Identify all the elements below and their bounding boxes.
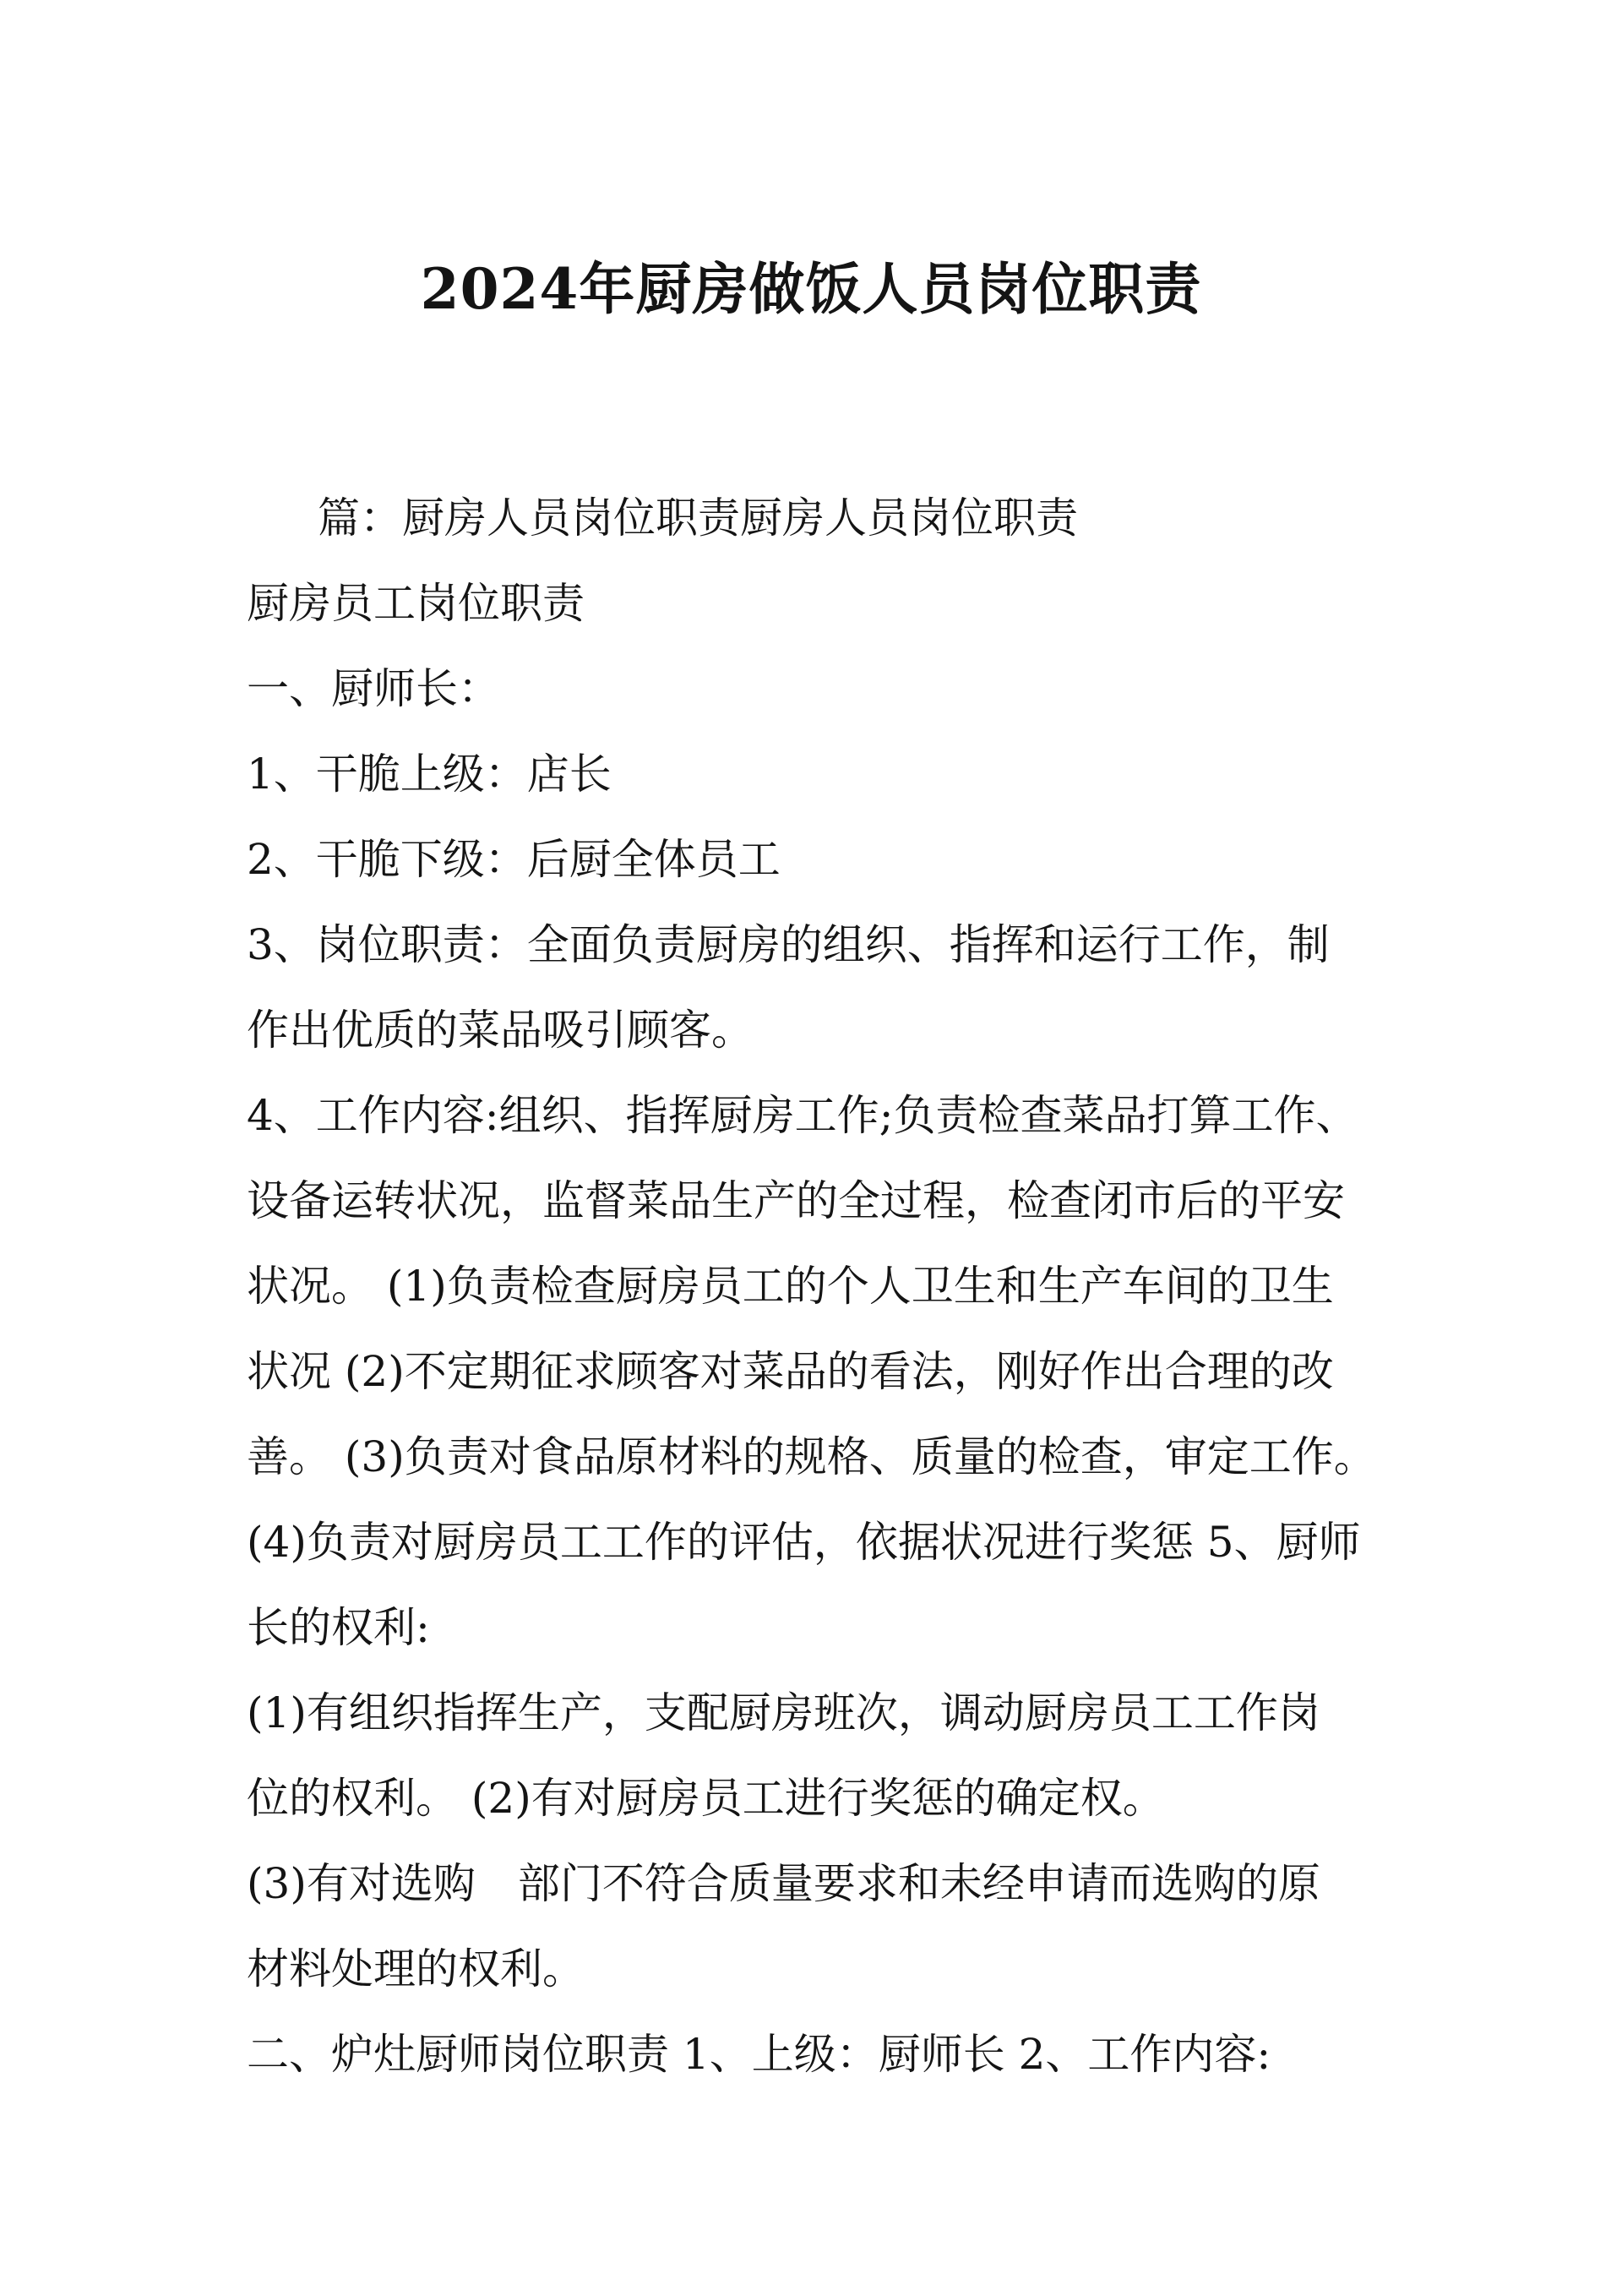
paragraph-line: 状况 (2)不定期征求顾客对菜品的看法，刚好作出合理的改 <box>247 1347 1334 1396</box>
paragraph-line: 2、干脆下级：后厨全体员工 <box>247 835 781 884</box>
paragraph-line: 状况。 (1)负责检查厨房员工的个人卫生和生产车间的卫生 <box>247 1262 1334 1311</box>
paragraph-line: 一、厨师长： <box>247 664 500 713</box>
paragraph-line: 善。 (3)负责对食品原材料的规格、质量的检查，审定工作。 <box>247 1432 1376 1481</box>
paragraph-line: 位的权利。 (2)有对厨房员工进行奖惩的确定权。 <box>247 1774 1165 1823</box>
paragraph-line: 4、工作内容:组织、指挥厨房工作;负责检查菜品打算工作、 <box>247 1091 1358 1140</box>
paragraph-line: 材料处理的权利。 <box>247 1944 585 1993</box>
paragraph-line: (4)负责对厨房员工工作的评估，依据状况进行奖惩 5、厨师 <box>247 1518 1361 1567</box>
paragraph-line: 作出优质的菜品吸引顾客。 <box>247 1006 754 1055</box>
section-heading-line: 篇：厨房人员岗位职责厨房人员岗位职责 <box>318 494 1078 543</box>
paragraph-line: (1)有组织指挥生产，支配厨房班次，调动厨房员工工作岗 <box>247 1688 1320 1737</box>
paragraph-line: 二、炉灶厨师岗位职责 1、上级：厨师长 2、工作内容: <box>247 2030 1271 2079</box>
paragraph-line: 设备运转状况，监督菜品生产的全过程，检查闭市后的平安 <box>247 1176 1345 1225</box>
paragraph-line: 长的权利: <box>247 1603 430 1652</box>
paragraph-line: (3)有对选购 部门不符合质量要求和未经申请而选购的原 <box>247 1859 1320 1908</box>
paragraph-line: 厨房员工岗位职责 <box>247 579 585 628</box>
document-body <box>247 484 1392 2106</box>
document-title: 2024年厨房做饭人员岗位职责 <box>420 256 1202 322</box>
paragraph-line: 3、岗位职责：全面负责厨房的组织、指挥和运行工作，制 <box>247 920 1330 969</box>
paragraph-line: 1、干脆上级：店长 <box>247 750 612 799</box>
